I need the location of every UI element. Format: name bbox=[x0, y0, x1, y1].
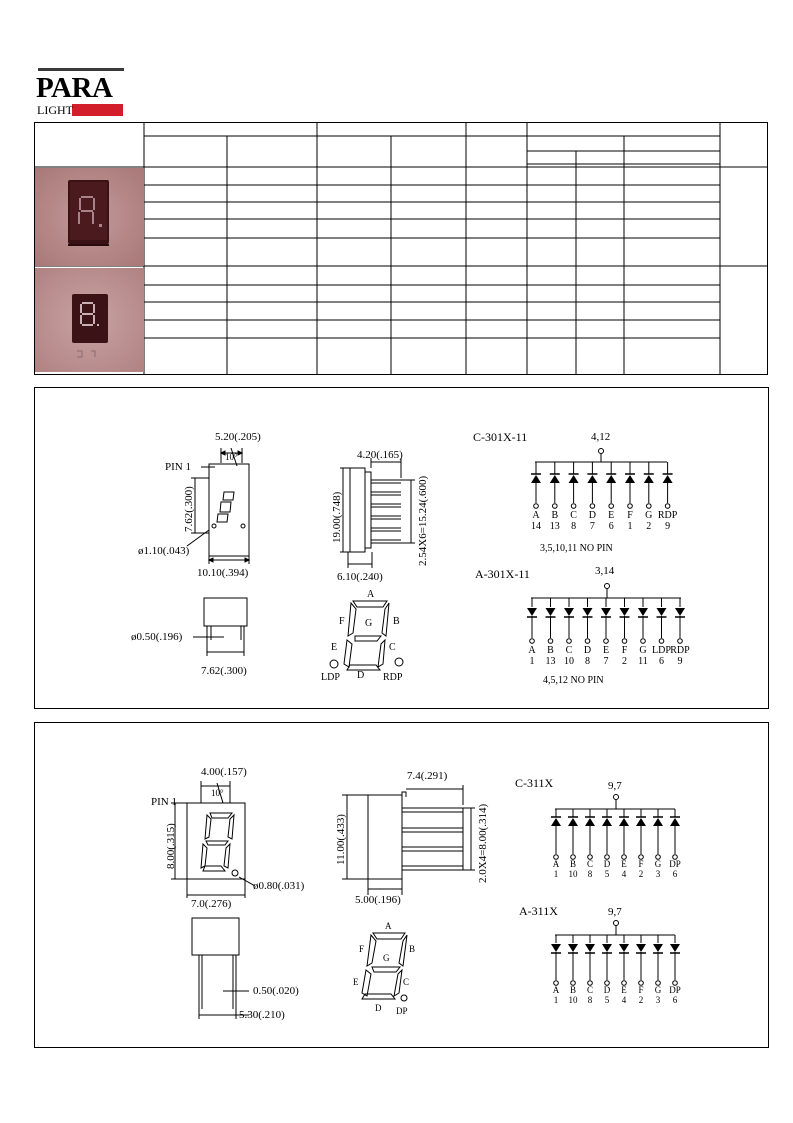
seg-e: E bbox=[353, 977, 359, 987]
front-view-digit bbox=[201, 813, 234, 871]
segment-label: RDP bbox=[657, 510, 678, 521]
diode-dp bbox=[670, 809, 680, 859]
schematic-ca-311x bbox=[519, 904, 681, 1005]
diode-d bbox=[602, 809, 612, 859]
seg-ldp: LDP bbox=[321, 672, 340, 683]
dim-depth: 4.20(.165) bbox=[357, 449, 403, 461]
seg-rdp: RDP bbox=[383, 672, 403, 683]
segment-label: RDP bbox=[670, 645, 690, 656]
pin-number: 7 bbox=[603, 656, 609, 667]
segment-label: C bbox=[565, 645, 573, 656]
drawing-panel-311x bbox=[34, 722, 769, 1048]
dim-width: 4.00(.157) bbox=[201, 766, 247, 778]
front-view-body bbox=[209, 464, 249, 556]
pin-number: 6 bbox=[659, 656, 664, 667]
diode-b bbox=[568, 935, 578, 985]
diode-rdp bbox=[675, 598, 685, 643]
segment-label: G bbox=[645, 510, 653, 521]
pin-number: 8 bbox=[587, 995, 593, 1005]
bottom-view-body bbox=[192, 918, 239, 955]
pin-number: 11 bbox=[638, 656, 648, 667]
dim-pitch: 2.54X6=15.24(.600) bbox=[417, 475, 429, 566]
diode-f bbox=[620, 598, 630, 643]
brand-logo bbox=[36, 68, 124, 120]
seg-c: C bbox=[389, 642, 396, 653]
segment-label: A bbox=[552, 985, 560, 995]
ca-nopin: 4,5,12 NO PIN bbox=[543, 675, 604, 686]
segment-diagram bbox=[330, 601, 403, 670]
seg-b: B bbox=[393, 616, 400, 627]
side-view-pins bbox=[371, 480, 401, 543]
dim-pinwidth: ø0.50(.196) bbox=[131, 631, 183, 643]
spec-table bbox=[34, 122, 769, 376]
ca-common: 9,7 bbox=[608, 906, 622, 918]
dim-angle: 10° bbox=[225, 452, 238, 462]
segment-label: B bbox=[547, 645, 554, 656]
bottom-view-body bbox=[204, 598, 247, 626]
diode-a bbox=[551, 809, 561, 859]
diode-c bbox=[569, 462, 579, 508]
segment-label: LDP bbox=[652, 645, 671, 656]
segment-label: F bbox=[621, 645, 628, 656]
segment-label: E bbox=[621, 985, 627, 995]
diode-d bbox=[587, 462, 597, 508]
pin-number: 3 bbox=[655, 995, 661, 1005]
schematic-cc-301x bbox=[473, 430, 678, 554]
diode-g bbox=[644, 462, 654, 508]
segment-label: E bbox=[602, 645, 610, 656]
pin-number: 6 bbox=[672, 869, 678, 879]
pin-number: 8 bbox=[587, 869, 593, 879]
dim-depth: 7.4(.291) bbox=[407, 770, 448, 782]
dim-total: 11.00(.433) bbox=[335, 814, 347, 865]
dim-height: 7.62(.300) bbox=[183, 486, 195, 532]
segment-label: DP bbox=[669, 985, 681, 995]
pin-number: 13 bbox=[545, 656, 556, 667]
diode-b bbox=[550, 462, 560, 508]
side-view-pins bbox=[402, 808, 463, 870]
segment-label: B bbox=[569, 859, 577, 869]
dim-total: 19.00(.748) bbox=[331, 491, 343, 543]
pin-number: 2 bbox=[638, 995, 644, 1005]
pin-number: 9 bbox=[677, 656, 683, 667]
segment-label: A bbox=[528, 645, 536, 656]
pin-number: 2 bbox=[638, 869, 644, 879]
pin-number: 9 bbox=[665, 521, 671, 532]
pin-number: 8 bbox=[571, 521, 577, 532]
cc-common: 9,7 bbox=[608, 780, 622, 792]
ca-common: 3,14 bbox=[595, 565, 615, 577]
segment-label: C bbox=[586, 859, 594, 869]
pin-number: 5 bbox=[604, 869, 610, 879]
diode-ldp bbox=[657, 598, 667, 643]
diode-dp bbox=[670, 935, 680, 985]
dim-hole: ø0.80(.031) bbox=[253, 880, 305, 892]
seg-c: C bbox=[403, 977, 410, 987]
pin-number: 2 bbox=[622, 656, 627, 667]
diode-c bbox=[564, 598, 574, 643]
diode-e bbox=[601, 598, 611, 643]
cc-title: C-301X-11 bbox=[473, 430, 528, 444]
diode-c bbox=[585, 935, 595, 985]
segment-label: DP bbox=[669, 859, 681, 869]
pin-number: 1 bbox=[553, 869, 559, 879]
diode-rdp bbox=[663, 462, 673, 508]
dim-height: 8.00(.315) bbox=[165, 823, 177, 869]
segment-label: B bbox=[551, 510, 559, 521]
dim-pinpitch: 5.30(.210) bbox=[239, 1009, 285, 1021]
product-photo-1 bbox=[35, 168, 144, 266]
diode-g bbox=[638, 598, 648, 643]
logo-name: PARA bbox=[36, 72, 113, 104]
pin-number: 10 bbox=[568, 995, 578, 1005]
dim-base: 7.0(.276) bbox=[191, 898, 232, 910]
diode-d bbox=[602, 935, 612, 985]
seg-dp: DP bbox=[396, 1006, 408, 1016]
pin-number: 4 bbox=[621, 869, 627, 879]
dim-pitch: 2.0X4=8.00(.314) bbox=[477, 803, 489, 883]
pin-number: 8 bbox=[585, 656, 590, 667]
seg-e: E bbox=[331, 642, 338, 653]
schematic-cc-311x bbox=[515, 776, 681, 879]
drawing-panel-301x bbox=[34, 387, 769, 709]
segment-label: C bbox=[570, 510, 577, 521]
segment-label: D bbox=[588, 510, 597, 521]
segment-label: F bbox=[638, 859, 644, 869]
segment-label: A bbox=[552, 859, 560, 869]
segment-label: G bbox=[639, 645, 647, 656]
diode-f bbox=[625, 462, 635, 508]
diode-a bbox=[527, 598, 537, 643]
seg-f: F bbox=[339, 616, 345, 627]
seg-f: F bbox=[359, 944, 365, 954]
front-view-digit bbox=[217, 492, 234, 522]
segment-label: E bbox=[608, 510, 615, 521]
pin-number: 7 bbox=[589, 521, 595, 532]
pin-number: 10 bbox=[568, 869, 578, 879]
pin-number: 5 bbox=[604, 995, 610, 1005]
pin-number: 2 bbox=[646, 521, 652, 532]
cc-nopin: 3,5,10,11 NO PIN bbox=[540, 543, 613, 554]
diode-b bbox=[568, 809, 578, 859]
dim-base: 10.10(.394) bbox=[197, 567, 249, 579]
seg-a: A bbox=[367, 589, 375, 600]
logo-red-bar bbox=[72, 104, 123, 116]
segment-label: G bbox=[654, 985, 662, 995]
cc-title: C-311X bbox=[515, 776, 554, 790]
seg-a: A bbox=[385, 921, 392, 931]
pin-number: 6 bbox=[672, 995, 678, 1005]
segment-label: A bbox=[532, 510, 540, 521]
dim-pinwidth: 0.50(.020) bbox=[253, 985, 299, 997]
segment-label: C bbox=[586, 985, 594, 995]
pin-number: 1 bbox=[627, 521, 633, 532]
segment-label: E bbox=[621, 859, 627, 869]
pin-number: 10 bbox=[564, 656, 574, 667]
dim-hole: ø1.10(.043) bbox=[138, 545, 190, 557]
dim-width: 5.20(.205) bbox=[215, 431, 261, 443]
segment-label: F bbox=[627, 510, 633, 521]
dim-angle: 10° bbox=[211, 788, 224, 798]
logo-subname: LIGHT bbox=[37, 103, 73, 117]
pin-number: 3 bbox=[655, 869, 661, 879]
seg-b: B bbox=[409, 944, 416, 954]
diode-d bbox=[583, 598, 593, 643]
segment-label: D bbox=[603, 985, 611, 995]
segment-label: B bbox=[569, 985, 577, 995]
diode-e bbox=[619, 809, 629, 859]
segment-diagram bbox=[362, 933, 410, 1001]
diode-a bbox=[551, 935, 561, 985]
pin-number: 1 bbox=[529, 656, 535, 667]
diode-g bbox=[653, 809, 663, 859]
ca-title: A-301X-11 bbox=[475, 567, 530, 581]
diode-f bbox=[636, 935, 646, 985]
logo-top-bar bbox=[38, 68, 124, 71]
pin1-label: PIN 1 bbox=[151, 796, 177, 808]
product-photo-2 bbox=[35, 268, 144, 372]
segment-label: D bbox=[583, 645, 592, 656]
seg-d: D bbox=[375, 1003, 382, 1013]
segment-label: F bbox=[638, 985, 644, 995]
seg-d: D bbox=[357, 670, 365, 681]
seg-g: G bbox=[383, 953, 390, 963]
diode-f bbox=[636, 809, 646, 859]
diode-e bbox=[606, 462, 616, 508]
pin-number: 4 bbox=[621, 995, 627, 1005]
dim-bottom: 5.00(.196) bbox=[355, 894, 401, 906]
pin-number: 14 bbox=[531, 521, 541, 532]
side-view-body bbox=[368, 795, 402, 879]
seg-g: G bbox=[365, 618, 373, 629]
dim-bottom: 6.10(.240) bbox=[337, 571, 383, 583]
pin-number: 13 bbox=[549, 521, 560, 532]
dim-pinpitch: 7.62(.300) bbox=[201, 665, 247, 677]
cc-common: 4,12 bbox=[591, 431, 611, 443]
segment-labels bbox=[353, 921, 415, 1016]
segment-label: G bbox=[654, 859, 662, 869]
side-view-body bbox=[350, 468, 365, 552]
segment-label: D bbox=[603, 859, 611, 869]
diode-c bbox=[585, 809, 595, 859]
ca-title: A-311X bbox=[519, 904, 558, 918]
diode-e bbox=[619, 935, 629, 985]
pin1-label: PIN 1 bbox=[165, 461, 191, 473]
diode-b bbox=[546, 598, 556, 643]
schematic-ca-301x bbox=[475, 565, 690, 686]
pin-number: 6 bbox=[608, 521, 614, 532]
diode-g bbox=[653, 935, 663, 985]
diode-a bbox=[531, 462, 541, 508]
pin-number: 1 bbox=[553, 995, 559, 1005]
